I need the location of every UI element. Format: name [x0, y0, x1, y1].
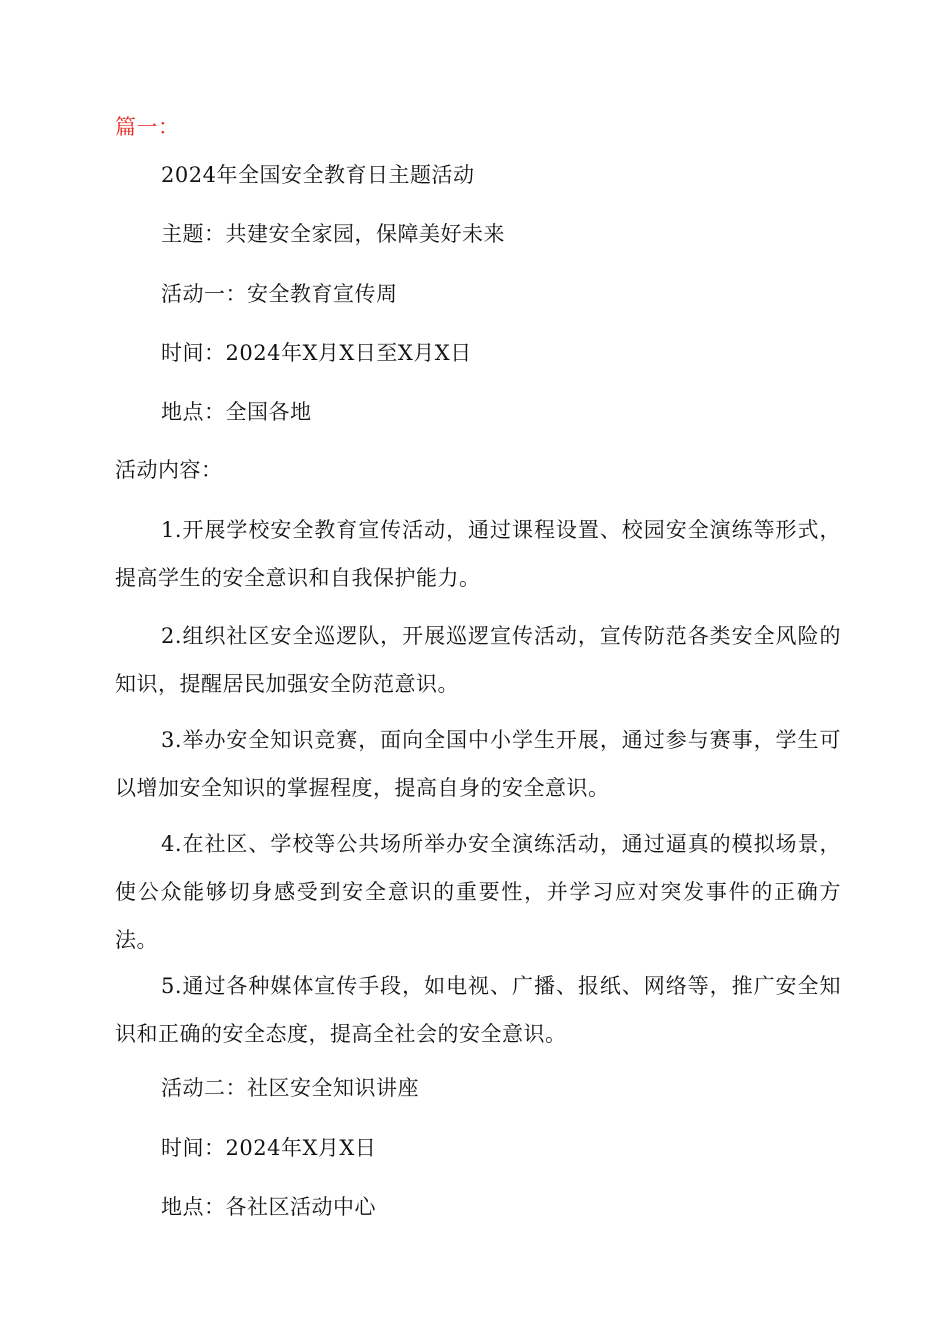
content-item-5: 5.通过各种媒体宣传手段，如电视、广播、报纸、网络等，推广安全知识和正确的安全态度，提高全社会的安全意识。	[115, 974, 841, 1046]
activity2-name: 活动二：社区安全知识讲座	[161, 1076, 419, 1100]
content-item-4: 4.在社区、学校等公共场所举办安全演练活动，通过逼真的模拟场景，使公众能够切身感受到安全意识的重要性，并学习应对突发事件的正确方法。	[115, 832, 841, 952]
activity2-time: 时间：2024年X月X日	[161, 1136, 377, 1160]
content-item-3: 3.举办安全知识竞赛，面向全国中小学生开展，通过参与赛事，学生可以增加安全知识的掌握程度，提高自身的安全意识。	[115, 728, 841, 800]
content-item-1: 1.开展学校安全教育宣传活动，通过课程设置、校园安全演练等形式，提高学生的安全意识和自我保护能力。	[115, 518, 841, 590]
activity1-content-label: 活动内容：	[115, 458, 223, 482]
content-item-2: 2.组织社区安全巡逻队，开展巡逻宣传活动，宣传防范各类安全风险的知识，提醒居民加强安全防范意识。	[115, 624, 841, 696]
theme-line: 主题：共建安全家园，保障美好未来	[161, 222, 505, 246]
activity1-time: 时间：2024年X月X日至X月X日	[161, 341, 472, 365]
activity1-place: 地点：全国各地	[161, 400, 312, 424]
section-heading: 篇一：	[115, 115, 180, 139]
activity1-name: 活动一：安全教育宣传周	[161, 282, 398, 306]
activity2-place: 地点：各社区活动中心	[161, 1195, 376, 1219]
document-title: 2024年全国安全教育日主题活动	[161, 163, 475, 187]
